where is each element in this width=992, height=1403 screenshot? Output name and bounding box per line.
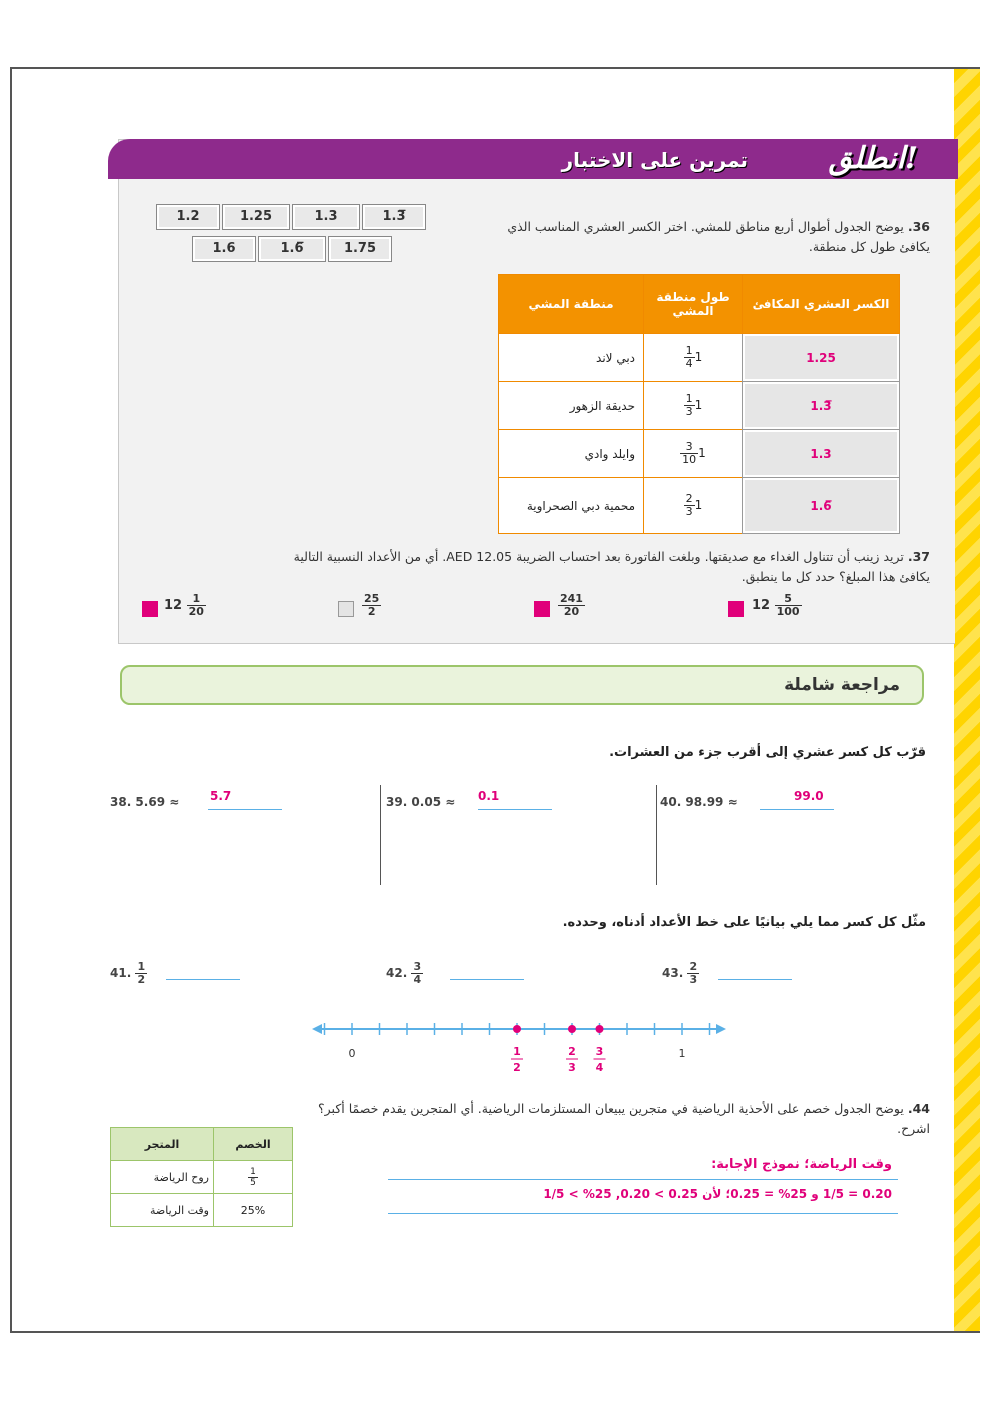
question-text: يوضح الجدول خصم على الأحذية الرياضية في متجرين يبيعان المستلزمات الرياضية. أي المتجرين يقدم خصمًا أكبر؟ اشرح. <box>318 1101 930 1136</box>
length-cell: 1 $\frac{2}{3}$ <box>644 478 743 534</box>
divider <box>380 785 381 885</box>
area-cell: محمية دبي الصحراوية <box>499 478 644 534</box>
option-checkbox[interactable] <box>338 601 354 617</box>
point-label-numerator: 2 <box>568 1045 576 1058</box>
q44-answer-title: وقت الرياضة؛ نموذج الإجابة: <box>711 1157 892 1172</box>
option-checkbox[interactable] <box>728 601 744 617</box>
question-text: يوضح الجدول أطوال أربع مناطق للمشي. اختر الكسر العشري المناسب الذي يكافئ طول كل منطقة. <box>507 219 930 254</box>
answer-tile[interactable]: 1.25 <box>222 204 290 230</box>
option-value: $\frac{25}{2}$ <box>364 592 380 618</box>
number-line-start-label: 0 <box>348 1047 356 1060</box>
area-cell: حديقة الزهور <box>499 382 644 430</box>
question-number: 37. <box>907 549 930 564</box>
length-cell: 1 $\frac{1}{3}$ <box>644 382 743 430</box>
test-practice-banner <box>108 139 958 179</box>
header-decimal: الكسر العشري المكافئ <box>743 275 900 334</box>
item-39-label: 39. 0.05 ≈ <box>386 795 456 809</box>
item-41: 41. $\frac{1}{2}$ <box>110 960 146 986</box>
header-area: منطقة المشي <box>499 275 644 334</box>
discount-cell: 25% <box>214 1194 293 1227</box>
number-line-end-label: 1 <box>678 1047 686 1060</box>
length-cell: 1 $\frac{1}{4}$ <box>644 334 743 382</box>
length-cell: 1 $\frac{3}{10}$ <box>644 430 743 478</box>
item-40-label: 40. 98.99 ≈ <box>660 795 738 809</box>
item-42: 42. $\frac{3}{4}$ <box>386 960 422 986</box>
option-value: $\frac{241}{20}$ <box>560 592 583 618</box>
answer-drop-zone[interactable]: 1.6̅ <box>743 478 900 534</box>
answer-drop-zone[interactable]: 1.25 <box>743 334 900 382</box>
answer-line <box>208 809 282 810</box>
answer-line <box>388 1213 898 1214</box>
decorative-stripe <box>954 69 980 1331</box>
rounding-instruction: قرّب كل كسر عشري إلى أقرب جزء من العشرات. <box>609 745 926 760</box>
store-cell: روح الرياضة <box>111 1161 214 1194</box>
header-store: المتجر <box>111 1128 214 1161</box>
answer-line <box>760 809 834 810</box>
option-value: 12 $\frac{1}{20}$ <box>164 592 204 618</box>
option-checkbox[interactable] <box>142 601 158 617</box>
graph-instruction: مثّل كل كسر مما يلي بيانيًا على خط الأعداد أدناه، وحدده. <box>562 915 926 930</box>
question-number: 44. <box>907 1101 930 1116</box>
point-label-denominator: 4 <box>595 1061 604 1074</box>
area-cell: دبي لاند <box>499 334 644 382</box>
area-cell: وايلد وادي <box>499 430 644 478</box>
question-36 <box>490 217 930 257</box>
point-label-denominator: 2 <box>513 1061 521 1074</box>
banner-title: انطلق! <box>828 141 918 176</box>
answer-line <box>166 979 240 980</box>
answer-drop-zone[interactable]: 1.3̅ <box>743 382 900 430</box>
plotted-point[interactable] <box>596 1025 604 1033</box>
item-40-answer[interactable]: 99.0 <box>794 789 824 803</box>
answer-tile[interactable]: 1.3 <box>292 204 360 230</box>
plotted-point[interactable] <box>513 1025 521 1033</box>
walking-areas-table <box>498 274 900 534</box>
item-38-answer[interactable]: 5.7 <box>210 789 232 803</box>
point-label-denominator: 3 <box>568 1061 576 1074</box>
review-header <box>120 665 924 705</box>
question-text: تريد زينب أن تتناول الغداء مع صديقتها. وبلغت الفاتورة بعد احتساب الضريبة AED 12.05. أي من الأعداد النسبية التالية يكافئ هذا المبلغ؟ حدد كل ما ينطبق. <box>293 549 930 584</box>
option-value: 12 $\frac{5}{100}$ <box>752 592 800 618</box>
banner-subtitle: تمرين على الاختبار <box>561 148 748 172</box>
discount-cell: $\frac{1}{5}$ <box>214 1161 293 1194</box>
item-38-label: 38. 5.69 ≈ <box>110 795 180 809</box>
question-number: 36. <box>907 219 930 234</box>
option-checkbox[interactable] <box>534 601 550 617</box>
right-arrow-icon <box>716 1024 726 1034</box>
answer-tile[interactable]: 1.3̅ <box>362 204 426 230</box>
answer-line <box>388 1179 898 1180</box>
plotted-point[interactable] <box>568 1025 576 1033</box>
left-arrow-icon <box>312 1024 322 1034</box>
header-length: طول منطقة المشي <box>644 275 743 334</box>
point-label-numerator: 1 <box>513 1045 521 1058</box>
store-cell: وقت الرياضة <box>111 1194 214 1227</box>
answer-line <box>718 979 792 980</box>
discount-table <box>110 1127 293 1227</box>
header-discount: الخصم <box>214 1128 293 1161</box>
divider <box>656 785 657 885</box>
review-title: مراجعة شاملة <box>784 675 900 695</box>
answer-tile[interactable]: 1.6̅ <box>258 236 326 262</box>
answer-tile[interactable]: 1.6 <box>192 236 256 262</box>
question-44 <box>312 1099 930 1139</box>
answer-line <box>450 979 524 980</box>
answer-tile[interactable]: 1.2 <box>156 204 220 230</box>
item-39-answer[interactable]: 0.1 <box>478 789 500 803</box>
number-line[interactable] <box>312 1015 732 1085</box>
answer-line <box>478 809 552 810</box>
page <box>10 67 980 1333</box>
item-43: 43. $\frac{2}{3}$ <box>662 960 698 986</box>
answer-tile[interactable]: 1.75 <box>328 236 392 262</box>
point-label-numerator: 3 <box>595 1045 604 1058</box>
question-37 <box>280 547 930 587</box>
answer-drop-zone[interactable]: 1.3 <box>743 430 900 478</box>
q44-answer-text: 0.20 = 1/5 و 25% = 0.25؛ لأن 0.25 > 0.20, 25% > 1/5 <box>543 1187 892 1201</box>
